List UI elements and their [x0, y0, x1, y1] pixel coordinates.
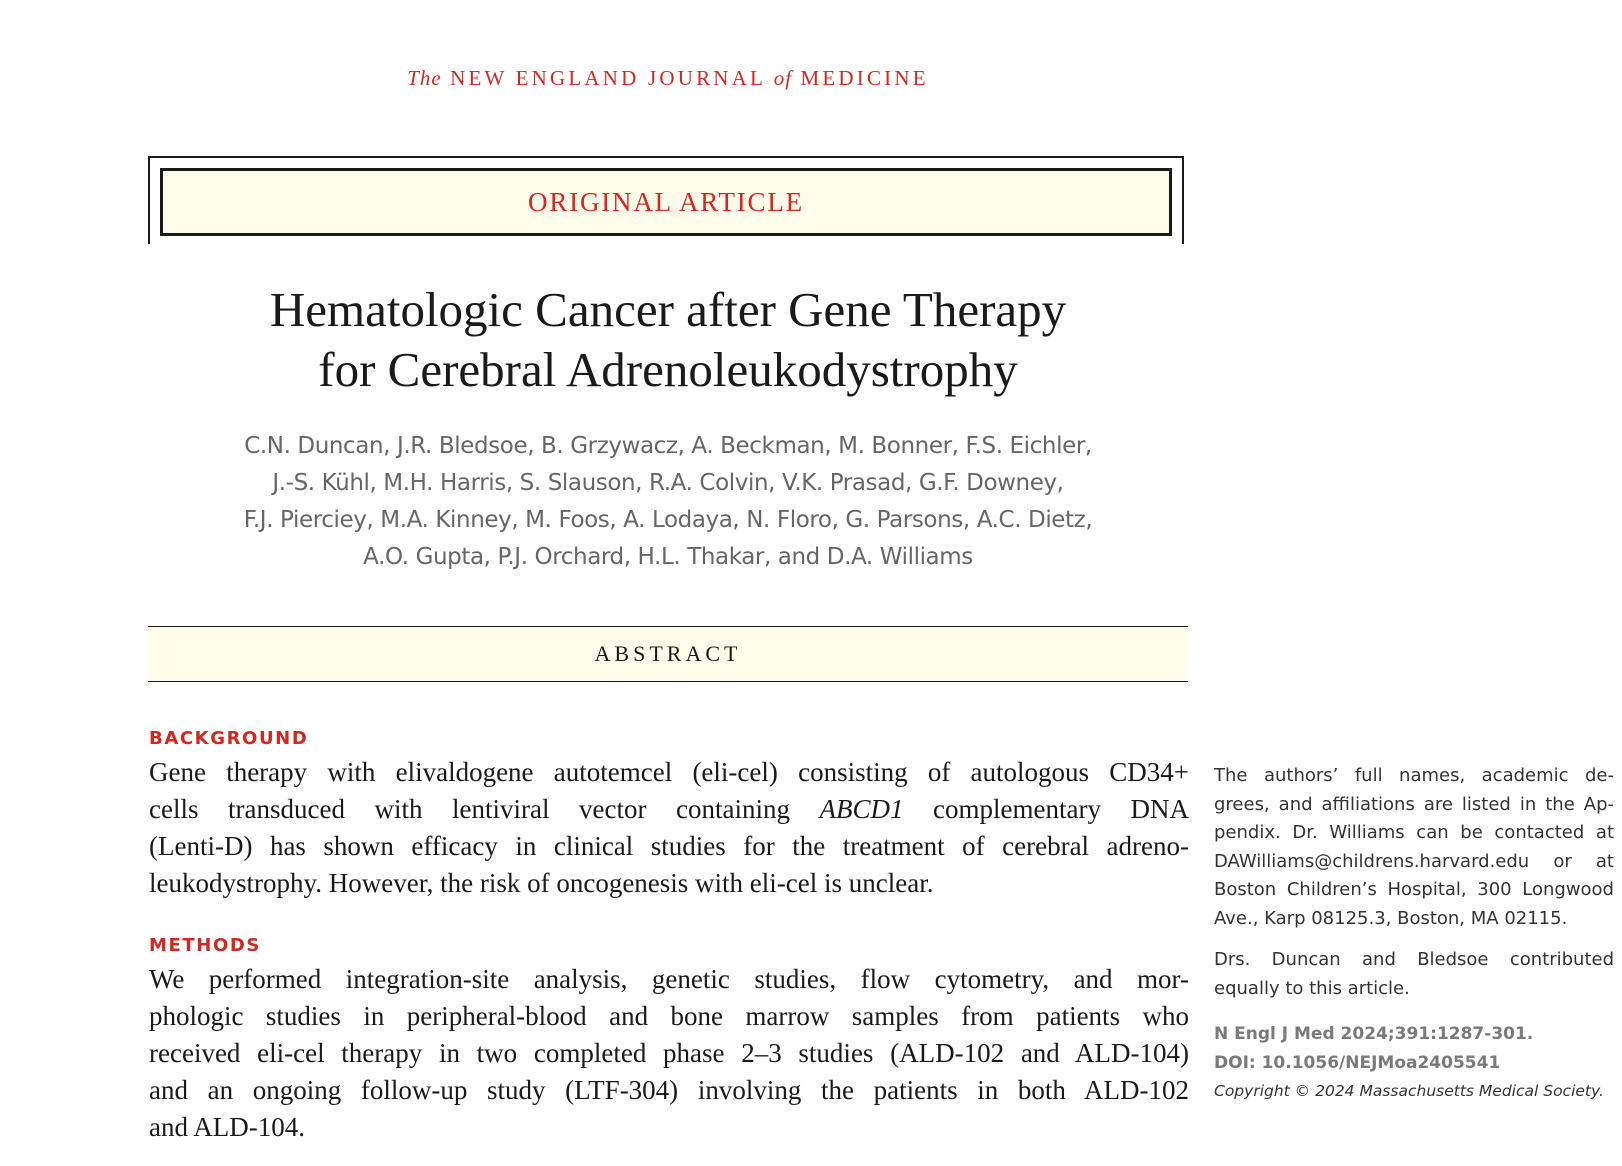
contribution-line: equally to this article. [1214, 977, 1410, 999]
article-type-frame [148, 156, 1184, 244]
affiliation-line: Ave., Karp 08125.3, Boston, MA 02115. [1214, 907, 1568, 929]
affiliation-line: Boston Children’s Hospital, 300 Longwood [1214, 879, 1614, 900]
author-line: C.N. Duncan, J.R. Bledsoe, B. Grzywacz, A. Beckman, M. Bonner, F.S. Eichler, [244, 433, 1092, 459]
methods-line: and ALD-104. [149, 1112, 305, 1142]
methods-line: received eli-cel therapy in two completed phase 2–3 studies (ALD-102 and ALD-104) [149, 1038, 1189, 1068]
background-line [149, 791, 1189, 828]
background-line: Gene therapy with elivaldogene autotemcel (eli-cel) consisting of autologous CD34+ [149, 757, 1189, 787]
affiliation-note [1214, 762, 1614, 933]
methods-heading: METHODS [149, 935, 261, 956]
title-line: for Cerebral Adrenoleukodystrophy [318, 342, 1018, 397]
methods-line: We performed integration-site analysis, genetic studies, flow cytometry, and mor- [149, 964, 1189, 994]
citation: N Engl J Med 2024;391:1287-301. [1214, 1024, 1534, 1044]
copyright-notice: Copyright © 2024 Massachusetts Medical Society. [1214, 1082, 1604, 1100]
masthead-name-part2: MEDICINE [800, 66, 929, 90]
methods-line: and an ongoing follow-up study (LTF-304) involving the patients in both ALD-102 [149, 1075, 1189, 1105]
abstract-label: ABSTRACT [594, 641, 742, 666]
masthead-name-part1: NEW ENGLAND JOURNAL [450, 66, 766, 90]
article-type-label: ORIGINAL ARTICLE [528, 186, 804, 217]
affiliation-line: pendix. Dr. Williams can be contacted at [1214, 822, 1614, 843]
contribution-note [1214, 946, 1614, 1003]
title-line: Hematologic Cancer after Gene Therapy [269, 282, 1067, 337]
background-line-part: cells transduced with lentiviral vector containing [149, 794, 820, 824]
methods-line: phologic studies in peripheral-blood and bone marrow samples from patients who [149, 1001, 1189, 1031]
author-list [148, 428, 1188, 576]
masthead-the: The [407, 66, 442, 90]
affiliation-line: DAWilliams@childrens.harvard.edu or at [1214, 850, 1614, 872]
methods-text [149, 961, 1189, 1146]
background-line: leukodystrophy. However, the risk of oncogenesis with eli-cel is unclear. [149, 868, 934, 898]
abstract-bar [148, 626, 1188, 682]
background-line-part: complementary DNA [903, 794, 1189, 824]
citation-block [1214, 1020, 1614, 1106]
background-text [149, 754, 1189, 902]
affiliation-line: The authors’ full names, academic de- [1214, 765, 1614, 786]
article-title [148, 280, 1188, 400]
article-type-banner [160, 168, 1172, 236]
affiliation-line: grees, and affiliations are listed in the Ap- [1214, 793, 1614, 815]
doi-link[interactable]: DOI: 10.1056/NEJMoa2405541 [1214, 1052, 1501, 1073]
author-line: F.J. Pierciey, M.A. Kinney, M. Foos, A. Lodaya, N. Floro, G. Parsons, A.C. Dietz, [243, 507, 1093, 533]
journal-masthead [148, 66, 1188, 91]
gene-name: ABCD1 [819, 794, 904, 824]
contribution-line: Drs. Duncan and Bledsoe contributed [1214, 949, 1614, 970]
background-heading: BACKGROUND [149, 728, 309, 749]
masthead-of: of [773, 66, 793, 90]
author-line: A.O. Gupta, P.J. Orchard, H.L. Thakar, and D.A. Williams [363, 544, 973, 570]
author-line: J.-S. Kühl, M.H. Harris, S. Slauson, R.A. Colvin, V.K. Prasad, G.F. Downey, [272, 470, 1064, 496]
background-line: (Lenti-D) has shown efficacy in clinical studies for the treatment of cerebral adreno- [149, 831, 1189, 861]
